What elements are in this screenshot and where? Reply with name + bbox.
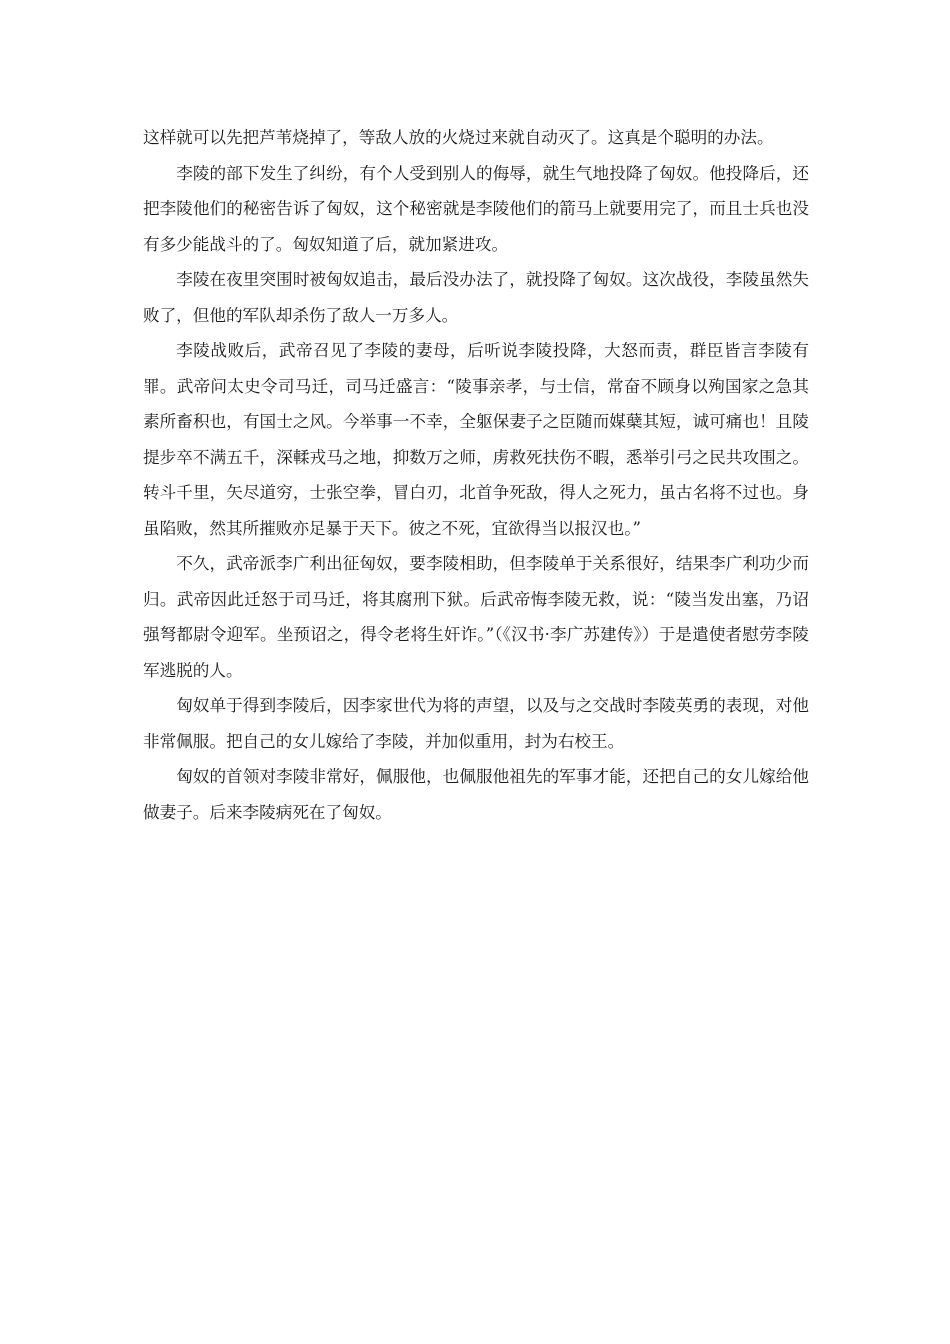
paragraph-6: 匈奴单于得到李陵后，因李家世代为将的声望，以及与之交战时李陵英勇的表现，对他非常佩服。把自己的女儿嫁给了李陵，并加似重用，封为右校王。 (143, 696, 809, 751)
paragraph-2: 李陵的部下发生了纠纷，有个人受到别人的侮辱，就生气地投降了匈奴。他投降后，还把李陵他们的秘密告诉了匈奴，这个秘密就是李陵他们的箭马上就要用完了，而且士兵也没有多少能战斗的了。匈奴知道了后，就加紧进攻。 (143, 163, 809, 254)
paragraph-5: 不久，武帝派李广利出征匈奴，要李陵相助，但李陵单于关系很好，结果李广利功少而归。武帝因此迁怒于司马迁，将其腐刑下狱。后武帝悔李陵无救，说：“陵当发出塞，乃诏强弩都尉令迎军。坐预诏之，得令老将生奸诈。”（《汉书·李广苏建传》）于是遣使者慰劳李陵军逃脱的人。 (143, 554, 809, 680)
paragraph-3: 李陵在夜里突围时被匈奴追击，最后没办法了，就投降了匈奴。这次战役，李陵虽然失败了，但他的军队却杀伤了敌人一万多人。 (143, 270, 809, 325)
paragraph-4: 李陵战败后，武帝召见了李陵的妻母，后听说李陵投降，大怒而责，群臣皆言李陵有罪。武帝问太史令司马迁，司马迁盛言：“陵事亲孝，与士信，常奋不顾身以殉国家之急其素所畜积也，有国士之风。今举事一不幸，全躯保妻子之臣随而媒蘖其短，诚可痛也！且陵提步卒不满五千，深輮戎马之地，抑数万之师，虏救死扶伤不暇，悉举引弓之民共攻围之。转斗千里，矢尽道穷，士张空拳，冒白刃，北首争死敌，得人之死力，虽古名将不过也。身虽陷败，然其所摧败亦足暴于天下。彼之不死，宜欲得当以报汉也。” (143, 341, 809, 538)
paragraph-7: 匈奴的首领对李陵非常好，佩服他，也佩服他祖先的军事才能，还把自己的女儿嫁给他做妻子。后来李陵病死在了匈奴。 (143, 767, 809, 822)
document-body (143, 120, 809, 830)
paragraph-1: 这样就可以先把芦苇烧掉了，等敌人放的火烧过来就自动灭了。这真是个聪明的办法。 (143, 128, 774, 147)
